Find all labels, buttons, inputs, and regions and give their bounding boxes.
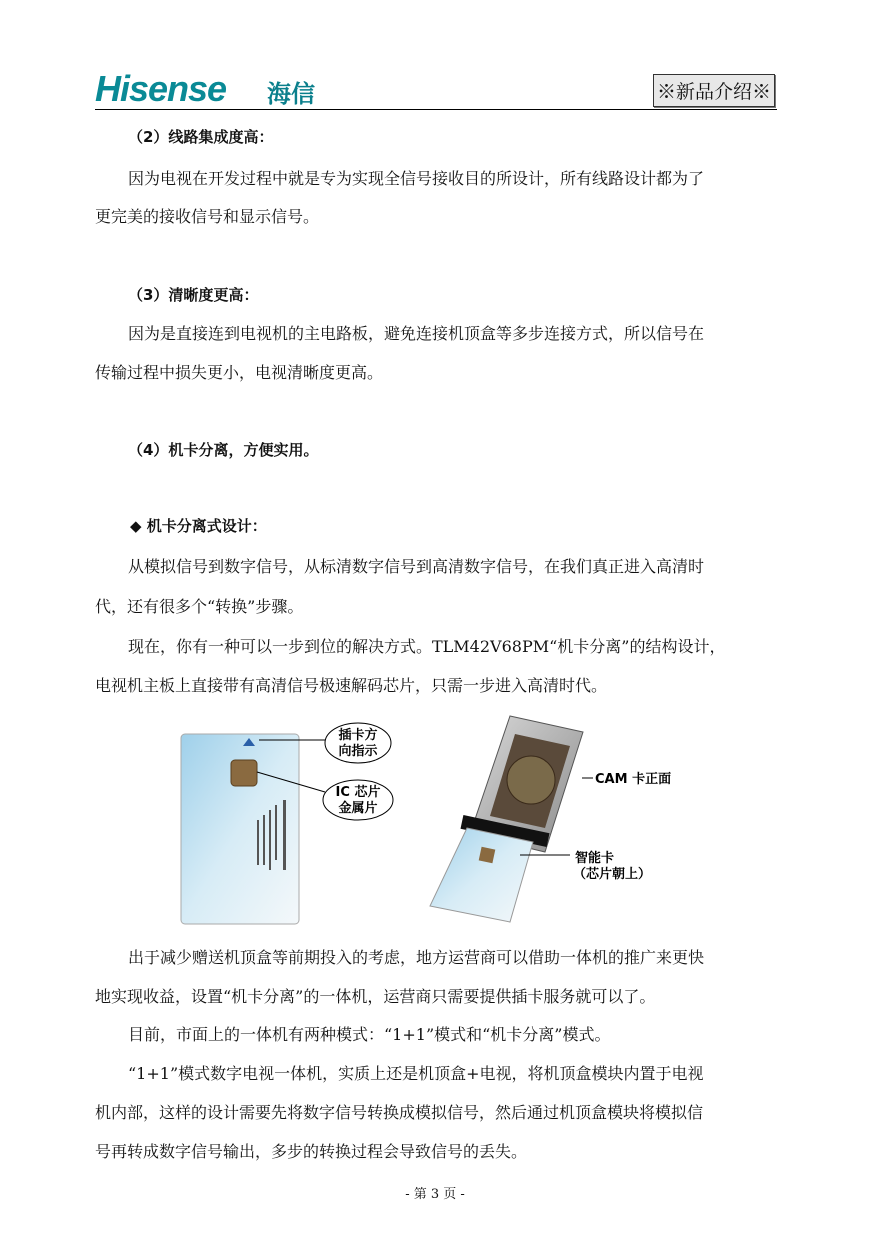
ic-chip bbox=[231, 760, 257, 786]
paragraph-line: 从模拟信号到数字信号，从标清数字信号到高清数字信号，在我们真正进入高清时 bbox=[128, 557, 705, 576]
paragraph-line: 目前，市面上的一体机有两种模式：“1+1”模式和“机卡分离”模式。 bbox=[128, 1025, 611, 1044]
paragraph-line: 因为是直接连到电视机的主电路板，避免连接机顶盒等多步连接方式，所以信号在 bbox=[128, 324, 705, 343]
label-ic: IC 芯片 bbox=[335, 785, 381, 800]
label-insert: 向指示 bbox=[338, 744, 378, 759]
paragraph-line: 电视机主板上直接带有高清信号极速解码芯片，只需一步进入高清时代。 bbox=[95, 676, 608, 695]
paragraph-line: 地实现收益，设置“机卡分离”的一体机，运营商只需要提供插卡服务就可以了。 bbox=[95, 987, 656, 1006]
section-2-title: （2）线路集成度高： bbox=[128, 128, 274, 146]
paragraph-line: 机内部，这样的设计需要先将数字信号转换成模拟信号，然后通过机顶盒模块将模拟信 bbox=[95, 1103, 704, 1122]
card-figure bbox=[175, 710, 715, 935]
paragraph-line: 出于减少赠送机顶盒等前期投入的考虑，地方运营商可以借助一体机的推广来更快 bbox=[128, 948, 705, 967]
inserted-smart-card bbox=[430, 828, 533, 922]
page-number: - 第 3 页 - bbox=[405, 1187, 465, 1202]
label-smart: （芯片朝上） bbox=[573, 867, 652, 882]
hisense-logo-cn: 海信 bbox=[267, 80, 315, 108]
paragraph-line: 代，还有很多个“转换”步骤。 bbox=[95, 597, 304, 616]
label-smart: 智能卡 bbox=[575, 851, 615, 866]
paragraph-line: 号再转成数字信号输出，多步的转换过程会导致信号的丢失。 bbox=[95, 1142, 528, 1161]
cam-label-art bbox=[507, 756, 555, 804]
label-cam: CAM 卡正面 bbox=[595, 772, 672, 787]
paragraph-line: 更完美的接收信号和显示信号。 bbox=[95, 207, 320, 226]
section-3-title: （3）清晰度更高： bbox=[128, 286, 259, 304]
hisense-logo: Hisense bbox=[95, 68, 227, 109]
page-header bbox=[95, 66, 775, 110]
paragraph-line: “1+1”模式数字电视一体机，实质上还是机顶盒+电视，将机顶盒模块内置于电视 bbox=[128, 1064, 704, 1083]
section-4-title: （4）机卡分离，方便实用。 bbox=[128, 441, 319, 459]
label-insert: 插卡方 bbox=[338, 728, 378, 743]
header-rule bbox=[95, 109, 777, 110]
new-product-tag: ※新品介绍※ bbox=[653, 74, 775, 107]
paragraph-line: 因为电视在开发过程中就是专为实现全信号接收目的所设计，所有线路设计都为了 bbox=[128, 169, 705, 188]
inserted-card-chip bbox=[479, 847, 496, 864]
paragraph-line: 传输过程中损失更小，电视清晰度更高。 bbox=[95, 363, 384, 382]
label-ic: 金属片 bbox=[338, 801, 378, 816]
design-title: ◆ 机卡分离式设计： bbox=[130, 517, 267, 535]
paragraph-line: 现在，你有一种可以一步到位的解决方式。TLM42V68PM“机卡分离”的结构设计， bbox=[128, 637, 726, 656]
